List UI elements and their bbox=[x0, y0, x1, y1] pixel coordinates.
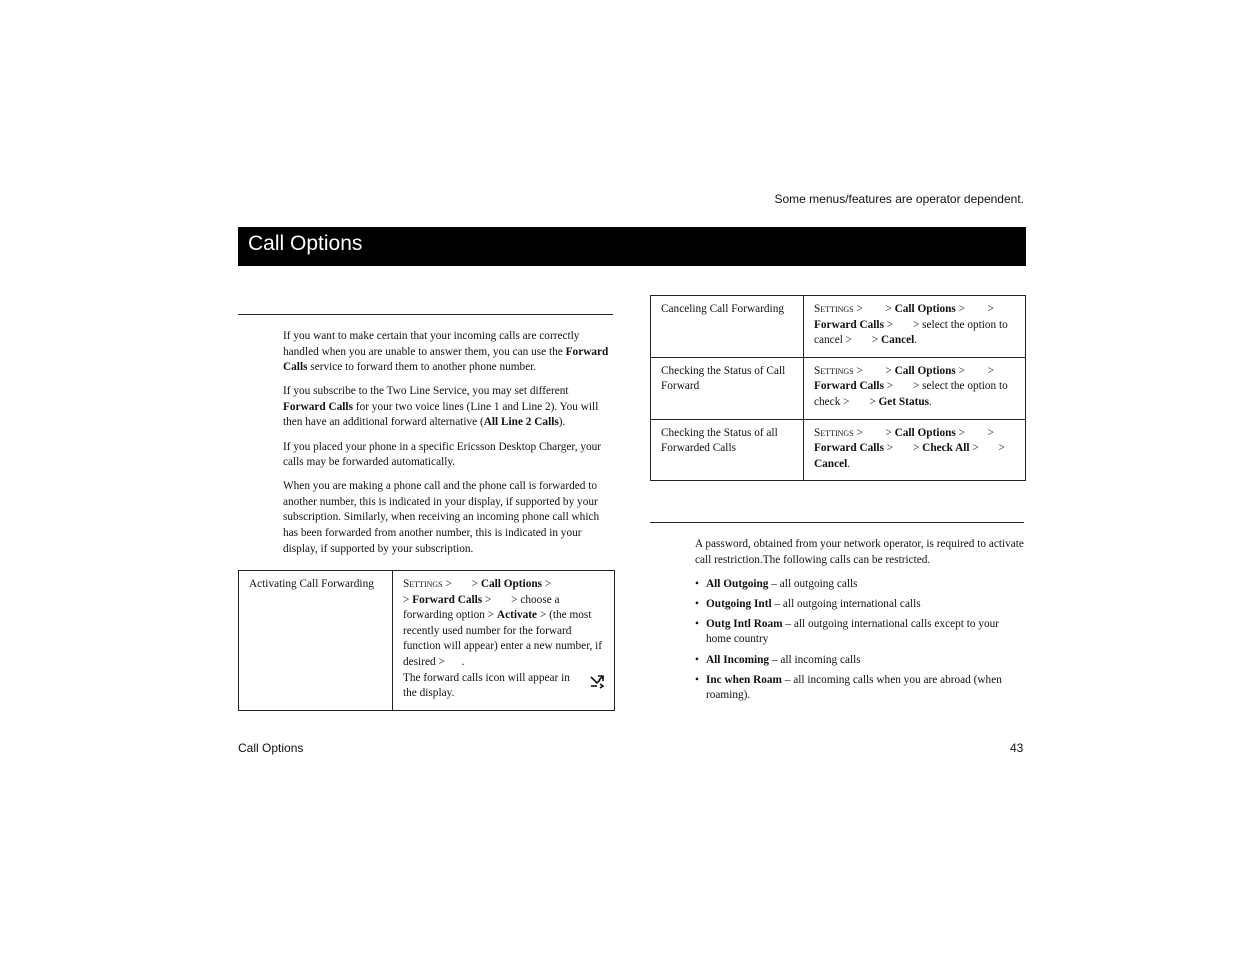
restriction-list bbox=[695, 577, 1025, 704]
step-instructions: Settings > > Call Options > > Forward Calls > > choose a forwarding option > Activate > (the most recently used number for the forward function will appear) enter a new number, if desired > . The forward calls icon will appear in the display. bbox=[393, 571, 615, 711]
paragraph: If you placed your phone in a specific Ericsson Desktop Charger, your calls may be forwarded automatically. bbox=[283, 440, 602, 469]
page-title: Call Options bbox=[248, 232, 363, 255]
icon-note: The forward calls icon will appear in the display. bbox=[403, 671, 570, 700]
footer-section-name: Call Options bbox=[238, 741, 304, 755]
table-row bbox=[239, 571, 615, 711]
list-item: • All Outgoing – all outgoing calls bbox=[695, 577, 1025, 593]
forward-calls-icon bbox=[589, 673, 605, 689]
section-divider-right bbox=[650, 522, 1024, 523]
title-bar bbox=[238, 227, 1026, 266]
table-row bbox=[651, 357, 1026, 419]
page-number: 43 bbox=[1010, 741, 1024, 755]
step-instructions: Settings > > Call Options > > Forward Calls > > select the option to check > > Get Status. bbox=[804, 357, 1026, 419]
forwarding-description bbox=[283, 329, 613, 566]
paragraph: If you want to make certain that your incoming calls are correctly handled when you are unable to answer them, you can use the Forward Calls service to forward them to another phone number. bbox=[283, 330, 609, 374]
table-row bbox=[651, 296, 1026, 358]
step-label: Checking the Status of Call Forward bbox=[651, 357, 804, 419]
list-item: • Inc when Roam – all incoming calls when you are abroad (when roaming). bbox=[695, 673, 1025, 704]
operator-note: Some menus/features are operator dependent. bbox=[774, 192, 1024, 206]
step-label: Canceling Call Forwarding bbox=[651, 296, 804, 358]
step-label: Checking the Status of all Forwarded Calls bbox=[651, 419, 804, 481]
forward-status-table bbox=[650, 295, 1026, 481]
list-item: • Outg Intl Roam – all outgoing international calls except to your home country bbox=[695, 617, 1025, 648]
paragraph: When you are making a phone call and the phone call is forwarded to another number, this is indicated in your display, if supported by your subscription. Similarly, when receiving an incoming phone call which has been forwarded from another number, this is indicated in your display, if supported by your subscription. bbox=[283, 480, 600, 555]
section-divider-left bbox=[238, 314, 613, 315]
step-label: Activating Call Forwarding bbox=[239, 571, 393, 711]
step-instructions: Settings > > Call Options > > Forward Calls > > select the option to cancel > > Cancel. bbox=[804, 296, 1026, 358]
list-item: • Outgoing Intl – all outgoing international calls bbox=[695, 597, 1025, 613]
restriction-section bbox=[695, 537, 1025, 708]
paragraph: If you subscribe to the Two Line Service, you may set different Forward Calls for your two voice lines (Line 1 and Line 2). You will then have an additional forward alternative (All Line 2 Calls). bbox=[283, 385, 599, 429]
step-instructions: Settings > > Call Options > > Forward Calls > > Check All > > Cancel. bbox=[804, 419, 1026, 481]
restriction-intro: A password, obtained from your network operator, is required to activate call restriction.The following calls can be restricted. bbox=[695, 538, 1024, 566]
activate-forwarding-table bbox=[238, 570, 615, 711]
list-item: • All Incoming – all incoming calls bbox=[695, 653, 1025, 669]
table-row bbox=[651, 419, 1026, 481]
